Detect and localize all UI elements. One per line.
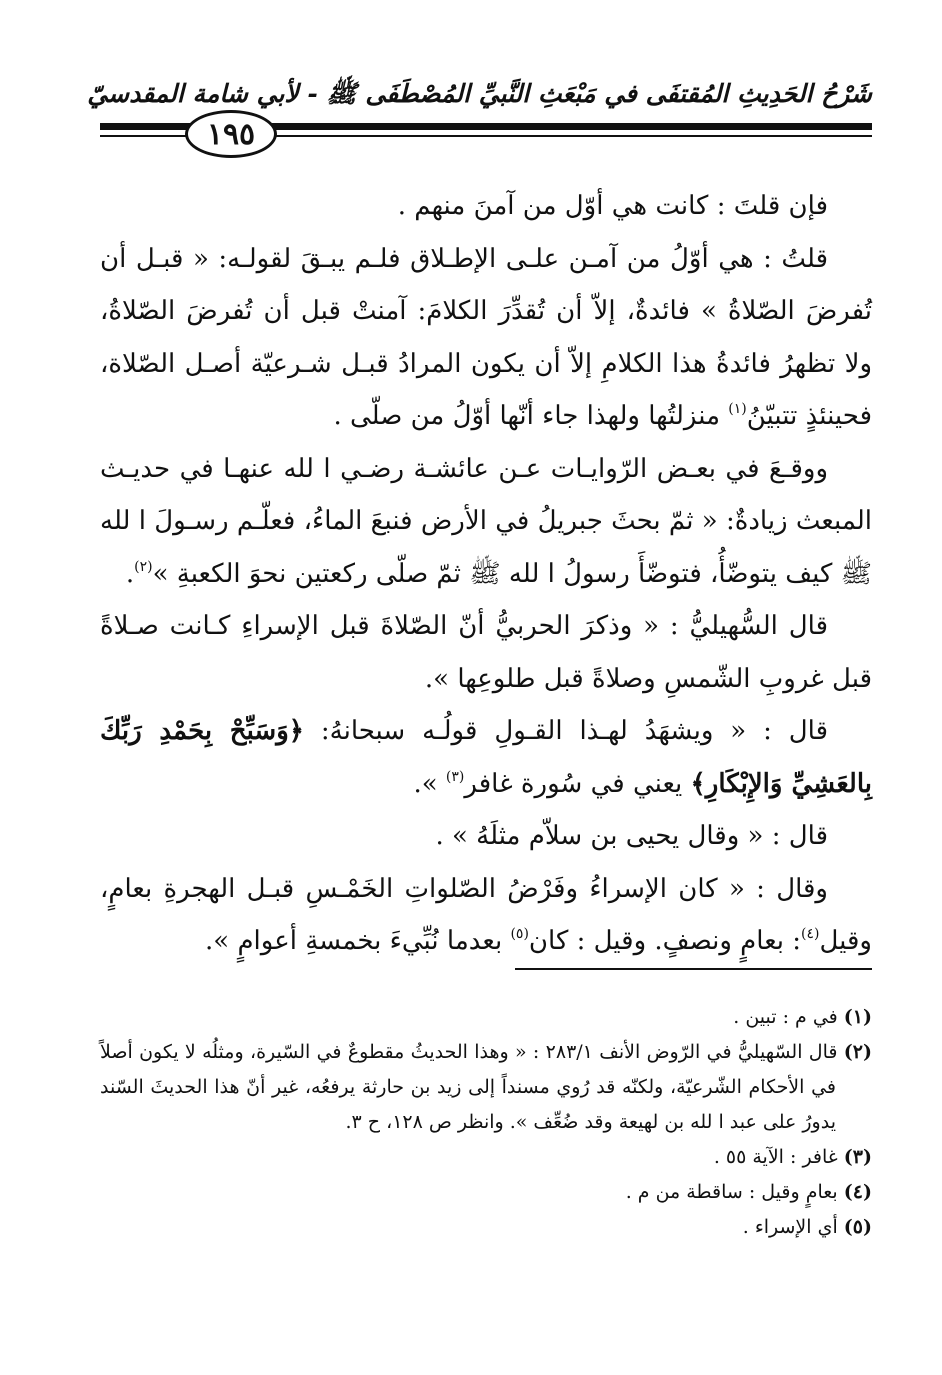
paragraph-7	[100, 863, 872, 968]
footnote-text: أي الإسراء .	[742, 1216, 838, 1238]
footnote-1	[100, 1000, 872, 1035]
paragraph-2-text: قلتُ : هي أوّلُ من آمـن علـى الإطـلاق فلـم يبـقَ لقولـه: « قبـل أن تُفرضَ الصّلاةُ » فائدةٌ، إلاّ أن تُقدِّرَ الكلامَ: آمنتْ قبل أن تُفرضَ الصّلاةُ، ولا تظهرُ فائدةُ هذا الكلامِ إلاّ أن يكون المرادُ قبـل شـرعيّة أصـل الصّلاة، فحينئذٍ تتبيّنُ	[100, 243, 872, 431]
footnote-number: (٤)	[843, 1181, 872, 1203]
paragraph-7-text-mid: : بعامٍ ونصفٍ. وقيل : كان	[528, 926, 801, 956]
footnote-text: قال السّهيليُّ في الرّوض الأنف ٢٨٣/١ : « وهذا الحديثُ مقطوعٌ في السّيرة، ومثلُه لا يكون أصلاً في الأحكام الشّرعيّة، ولكنّه قد رُوي مسنداً إلى زيد بن حارثة يرفعُه، غير أنّ هذا الحديثَ السّند يدورُ على عبد ا لله بن لهيعة وقد ضُعِّف ». وانظر ص ١٢٨، ح ٣.	[100, 1041, 838, 1133]
paragraph-4: قال السُّهيليُّ : « وذكرَ الحربيُّ أنّ الصّلاةَ قبل الإسراءِ كـانت صـلاةً قبل غروبِ الشّمسِ وصلاةً قبل طلوعِها ».	[100, 611, 872, 694]
footnote-ref-4[interactable]: (٤)	[801, 926, 820, 942]
main-text	[100, 180, 872, 968]
page-number: ١٩٥	[185, 110, 277, 158]
footnote-4	[100, 1175, 872, 1210]
paragraph-5-text: قال : « ويشهَدُ لهـذا القـولِ قولُـه سبحانهُ:	[304, 716, 828, 746]
footnote-2	[100, 1035, 872, 1140]
footnotes	[100, 1000, 872, 1245]
paragraph-1: فإن قلتَ : كانت هي أوّل من آمنَ منهم .	[397, 191, 828, 221]
paragraph-6: قال : « وقال يحيى بن سلاّم مثلَهُ » .	[435, 821, 828, 851]
paragraph-3	[100, 443, 872, 601]
footnote-ref-2[interactable]: (٢)	[134, 558, 153, 575]
paragraph-5-text-mid: يعني في سُورة غافر	[464, 768, 691, 799]
paragraph-3-text-end: .	[125, 558, 135, 589]
paragraph-2-text-end: منزلتُها ولهذا جاء أنّها أوّلُ من صلّى .	[333, 401, 729, 431]
footnote-ref-5[interactable]: (٥)	[510, 926, 529, 942]
footnote-text: في م : تبين .	[733, 1006, 838, 1028]
paragraph-7-text: وقال : « كان الإسراءُ وفَرْضُ الصّلواتِ الخَمْـسِ قبـل الهجرةِ بعامٍ، وقيل	[100, 873, 872, 956]
running-header-title: شَرْحُ الحَدِيثِ المُقتفَى في مَبْعَثِ النَّبيِّ المُصْطَفَى ﷺ - لأبي شامة المقدسيّ	[87, 79, 872, 108]
footnote-number: (٥)	[843, 1216, 872, 1238]
footnote-separator	[515, 968, 872, 970]
footnote-ref-1[interactable]: (١)	[728, 401, 747, 417]
quran-verse: ﴿وَسَبِّحْ بِحَمْدِ رَبِّكَ بِالعَشِيِّ وَالإِبْكَارِ﴾	[100, 716, 872, 799]
footnote-text: بعامٍ وقيل : ساقطة من م .	[625, 1181, 838, 1203]
paragraph-3-text: ووقـعَ في بعـض الرّوايـات عـن عائشـة رضـي ا لله عنهـا في حديـث المبعث زيادةٌ: « ثمّ بحثَ جبريلُ في الأرض فنبعَ الماءُ، فعلّـم رسـولَ ا لله ﷺ كيف يتوضّأُ، فتوضّأَ رسولُ ا لله ﷺ ثمّ صلّى ركعتين نحوَ الكعبةِ »	[100, 453, 872, 589]
footnote-number: (٢)	[843, 1041, 873, 1063]
footnote-ref-3[interactable]: (٣)	[445, 768, 465, 785]
paragraph-2	[100, 233, 872, 443]
paragraph-5	[100, 705, 872, 810]
footnote-3	[100, 1140, 872, 1175]
footnote-text: غافر : الآية ٥٥ .	[713, 1146, 838, 1168]
footnote-number: (١)	[843, 1006, 872, 1028]
footnote-number: (٣)	[843, 1146, 872, 1168]
paragraph-7-text-end: بعدما نُبِّيءَ بخمسةِ أعوامٍ ».	[205, 926, 511, 956]
paragraph-5-text-end: ».	[413, 768, 446, 799]
footnote-5	[100, 1210, 872, 1245]
